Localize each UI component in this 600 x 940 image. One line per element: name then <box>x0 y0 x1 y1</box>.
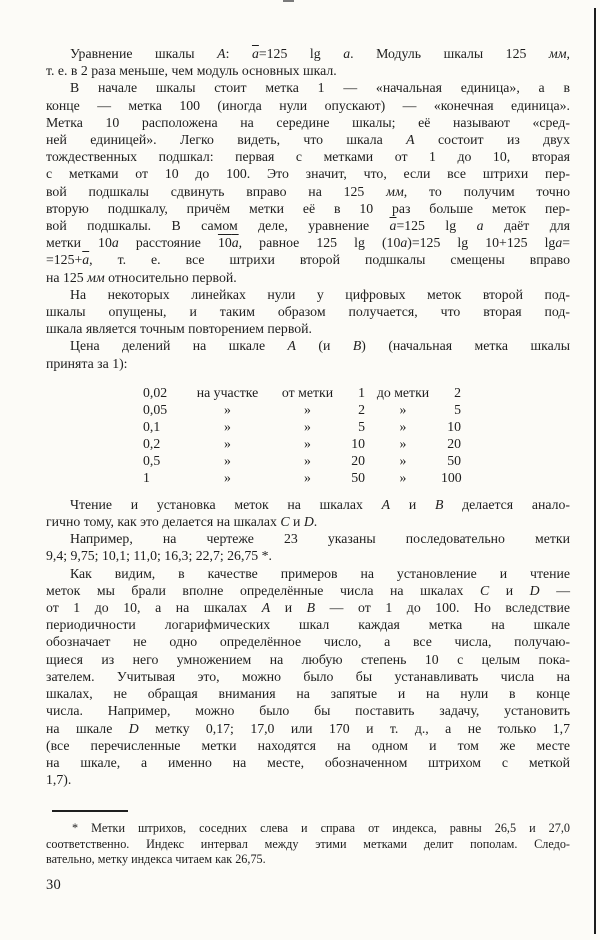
table-cell: от метки <box>281 384 334 400</box>
text-line: вой подшкалы сдвинуть вправо на 125 мм, то получим точно <box>46 183 570 199</box>
table-cell: 2 <box>454 384 461 400</box>
table-row <box>143 469 570 486</box>
text-line: Например, на чертеже 23 указаны последовательно метки <box>70 531 570 547</box>
table-cell: 5 <box>358 418 365 434</box>
table-row <box>143 452 570 469</box>
footnote <box>46 821 570 867</box>
table-cell: » <box>224 401 231 417</box>
paragraph <box>46 79 570 285</box>
table-cell: 2 <box>358 401 365 417</box>
text-line: на 125 мм относительно первой. <box>46 269 237 285</box>
table-cell: 50 <box>447 452 461 468</box>
text-line: На некоторых линейках нули у цифровых меток второй под- <box>70 286 570 302</box>
table-cell: » <box>399 401 407 417</box>
body-text-lower <box>46 496 570 788</box>
scan-artifact-top-mark <box>283 0 294 2</box>
text-line: $=125+\overline{a}$, т. е. все штрихи второй подшкалы смещены вправо <box>46 252 570 268</box>
table-cell: » <box>304 435 311 451</box>
text-line: В начале шкалы стоит метка 1 — «начальная единица», а в <box>70 80 570 96</box>
table-cell: 100 <box>441 469 462 485</box>
paragraph <box>46 565 570 789</box>
footnote-line: вательно, метку индекса читаем как 26,75. <box>46 851 266 866</box>
text-line: гично тому, как это делается на шкалах C и D. <box>46 514 318 530</box>
body-text-upper <box>46 45 570 372</box>
text-line: вой подшкалы. В самом деле, уравнение $\overline{a}=125$ lg a даёт для <box>46 218 571 234</box>
table-row <box>143 401 570 418</box>
text-line: принята за 1): <box>46 355 128 371</box>
page-number: 30 <box>46 876 62 893</box>
text-line: ней единицей». Легко видеть, что шкала A состоит из двух <box>46 132 570 148</box>
text-line: шкалах, не обращая внимания на запятые и на нули в конце <box>46 686 570 702</box>
paragraph <box>46 530 570 564</box>
text-line: шкала является точным повторением первой. <box>46 321 312 337</box>
table-cell: 5 <box>454 401 461 417</box>
text-line: (все перечисленные метки находятся на одном и том же месте <box>46 737 570 753</box>
text-line: 1,7). <box>46 772 72 788</box>
table-cell: 20 <box>351 452 365 468</box>
table-cell: » <box>399 418 407 434</box>
text-line: шкалы опущены, и таким образом получается, что вторая под- <box>46 304 570 320</box>
table-cell: на участке <box>196 384 259 400</box>
paragraph <box>46 45 570 79</box>
text-line: тождественных подшкал: первая с метками от 1 до 10, вторая <box>46 149 570 165</box>
text-line: числа. Например, можно было бы поставить задачу, установить <box>46 703 570 719</box>
text-line: 9,4; 9,75; 10,1; 11,0; 16,3; 22,7; 26,75 *. <box>46 548 272 564</box>
table-cell: » <box>304 401 311 417</box>
table-cell: 0,05 <box>143 401 168 417</box>
table-cell: 1 <box>143 469 150 485</box>
text-line: вторую подшкалу, причём метки её в 10 раз больше меток пер- <box>46 200 570 216</box>
table-row <box>143 435 570 452</box>
paragraph <box>46 496 570 530</box>
table-cell: 1 <box>358 384 365 400</box>
table-cell: 0,5 <box>143 452 161 468</box>
table-cell: 10 <box>447 418 461 434</box>
table-cell: » <box>224 452 231 468</box>
text-line: периодичности логарифмических шкал каждая метка на шкале <box>46 617 570 633</box>
table-cell: 0,1 <box>143 418 161 434</box>
table-row <box>143 384 570 401</box>
text-line: на шкале D метку 0,17; 17,0 или 170 и т. д., а не только 1,7 <box>46 720 570 736</box>
paragraph <box>46 337 570 371</box>
table-row <box>143 418 570 435</box>
text-line: конце — метка 100 (иногда нули опускают) — «конечная единица». <box>46 97 570 113</box>
text-line: зателем. Учитывая это, можно было бы устанавливать числа на <box>46 668 570 684</box>
scale-divisions-table <box>143 384 570 486</box>
text-line: с метками от 10 до 100. Это значит, что, если все штрихи пер- <box>46 166 570 182</box>
text-line: меток мы брали вполне определённые числа на шкалах C и D — <box>46 582 570 598</box>
table-cell: 0,02 <box>143 384 168 400</box>
text-line: щиеся из него умножением на любую степень 10 с целым пока- <box>46 651 570 667</box>
page-content <box>46 45 570 894</box>
footnote-line: соответственно. Индекс интервал между этими метками делит пополам. Следо- <box>46 836 570 851</box>
text-line: от 1 до 10, а на шкалах A и B — от 1 до 100. Но вследствие <box>46 600 571 616</box>
text-line: метки 10a расстояние 10a, равное 125 lg (10a)=125 lg 10+125 lga= <box>46 235 571 251</box>
text-line: Уравнение шкалы A: $\overline{a}=125$ lg a. Модуль шкалы 125 мм, <box>70 46 570 61</box>
text-line: на шкале, а именно на месте, обозначенном штрихом с меткой <box>46 754 570 770</box>
table-cell: » <box>224 435 231 451</box>
table-cell: до метки <box>376 384 430 400</box>
table-cell: » <box>399 469 407 485</box>
table-cell: 0,2 <box>143 435 161 451</box>
footnote-line: * Метки штрихов, соседних слева и справа от индекса, равны 26,5 и 27,0 <box>72 821 570 836</box>
table-cell: » <box>224 469 231 485</box>
table-cell: » <box>304 469 311 485</box>
text-line: Чтение и установка меток на шкалах A и B делается анало- <box>70 496 570 512</box>
table-cell: » <box>304 452 311 468</box>
text-line: обозначает не одно определённое число, а все числа, получаю- <box>46 634 570 650</box>
table-cell: 50 <box>351 469 365 485</box>
text-line: Как видим, в качестве примеров на установление и чтение <box>70 565 570 581</box>
table-cell: » <box>399 435 407 451</box>
footnote-divider <box>52 810 128 812</box>
table-cell: » <box>304 418 311 434</box>
table-cell: 20 <box>447 435 461 451</box>
text-line: Цена делений на шкале A (и B) (начальная метка шкалы <box>70 338 570 354</box>
table-cell: » <box>224 418 231 434</box>
text-line: т. е. в 2 раза меньше, чем модуль основных шкал. <box>46 63 337 79</box>
scan-artifact-edge-line <box>594 8 596 934</box>
paragraph <box>46 286 570 338</box>
table-cell: 10 <box>351 435 365 451</box>
table-cell: » <box>399 452 407 468</box>
text-line: Метка 10 расположена на середине шкалы; её называют «сред- <box>46 114 570 130</box>
